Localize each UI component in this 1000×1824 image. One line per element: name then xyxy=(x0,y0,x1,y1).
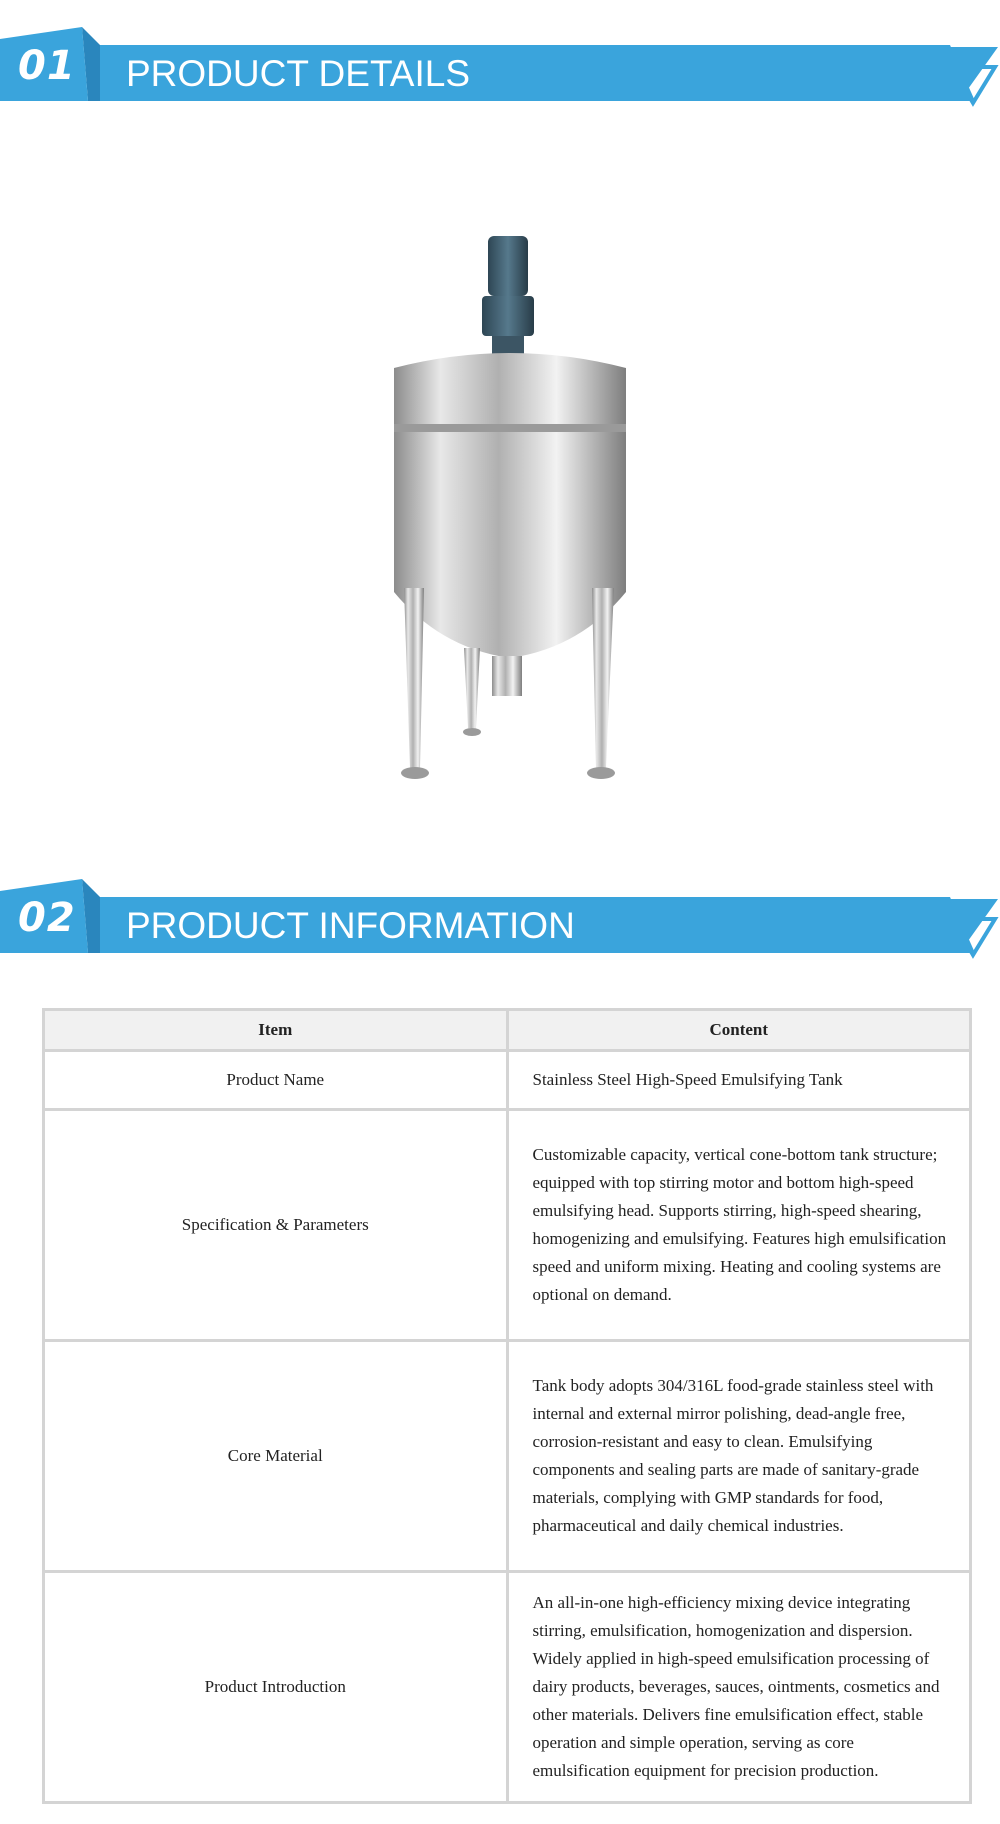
row-content: Stainless Steel High-Speed Emulsifying Tank xyxy=(507,1051,971,1110)
emulsifying-tank-image xyxy=(380,228,640,808)
table-header-row xyxy=(44,1010,971,1051)
section-number: 01 xyxy=(18,43,76,89)
row-content: An all-in-one high-efficiency mixing device integrating stirring, emulsification, homogenization and dispersion. Widely applied in high-speed emulsification processing of dairy products, beverages, sauces, ointments, cosmetics and other materials. Delivers fine emulsification effect, stable operation and simple operation, serving as core emulsification equipment for precision production. xyxy=(507,1572,971,1803)
section-title: PRODUCT DETAILS xyxy=(126,53,471,94)
column-header-content: Content xyxy=(507,1010,971,1051)
row-item: Core Material xyxy=(44,1341,508,1572)
row-item: Specification & Parameters xyxy=(44,1110,508,1341)
table-row xyxy=(44,1341,971,1572)
section-banner-information xyxy=(0,879,1000,969)
section-banner-details xyxy=(0,27,1000,117)
row-item: Product Name xyxy=(44,1051,508,1110)
row-item: Product Introduction xyxy=(44,1572,508,1803)
section-number: 02 xyxy=(18,895,76,941)
table-row xyxy=(44,1110,971,1341)
row-content: Customizable capacity, vertical cone-bottom tank structure; equipped with top stirring motor and bottom high-speed emulsifying head. Supports stirring, high-speed shearing, homogenizing and emulsifying. Features high emulsification speed and uniform mixing. Heating and cooling systems are optional on demand. xyxy=(507,1110,971,1341)
table-row xyxy=(44,1572,971,1803)
section-title: PRODUCT INFORMATION xyxy=(126,905,575,946)
row-content: Tank body adopts 304/316L food-grade stainless steel with internal and external mirror polishing, dead-angle free, corrosion-resistant and easy to clean. Emulsifying components and sealing parts are made of sanitary-grade materials, complying with GMP standards for food, pharmaceutical and daily chemical industries. xyxy=(507,1341,971,1572)
table-row xyxy=(44,1051,971,1110)
product-info-table xyxy=(42,1008,972,1804)
column-header-item: Item xyxy=(44,1010,508,1051)
